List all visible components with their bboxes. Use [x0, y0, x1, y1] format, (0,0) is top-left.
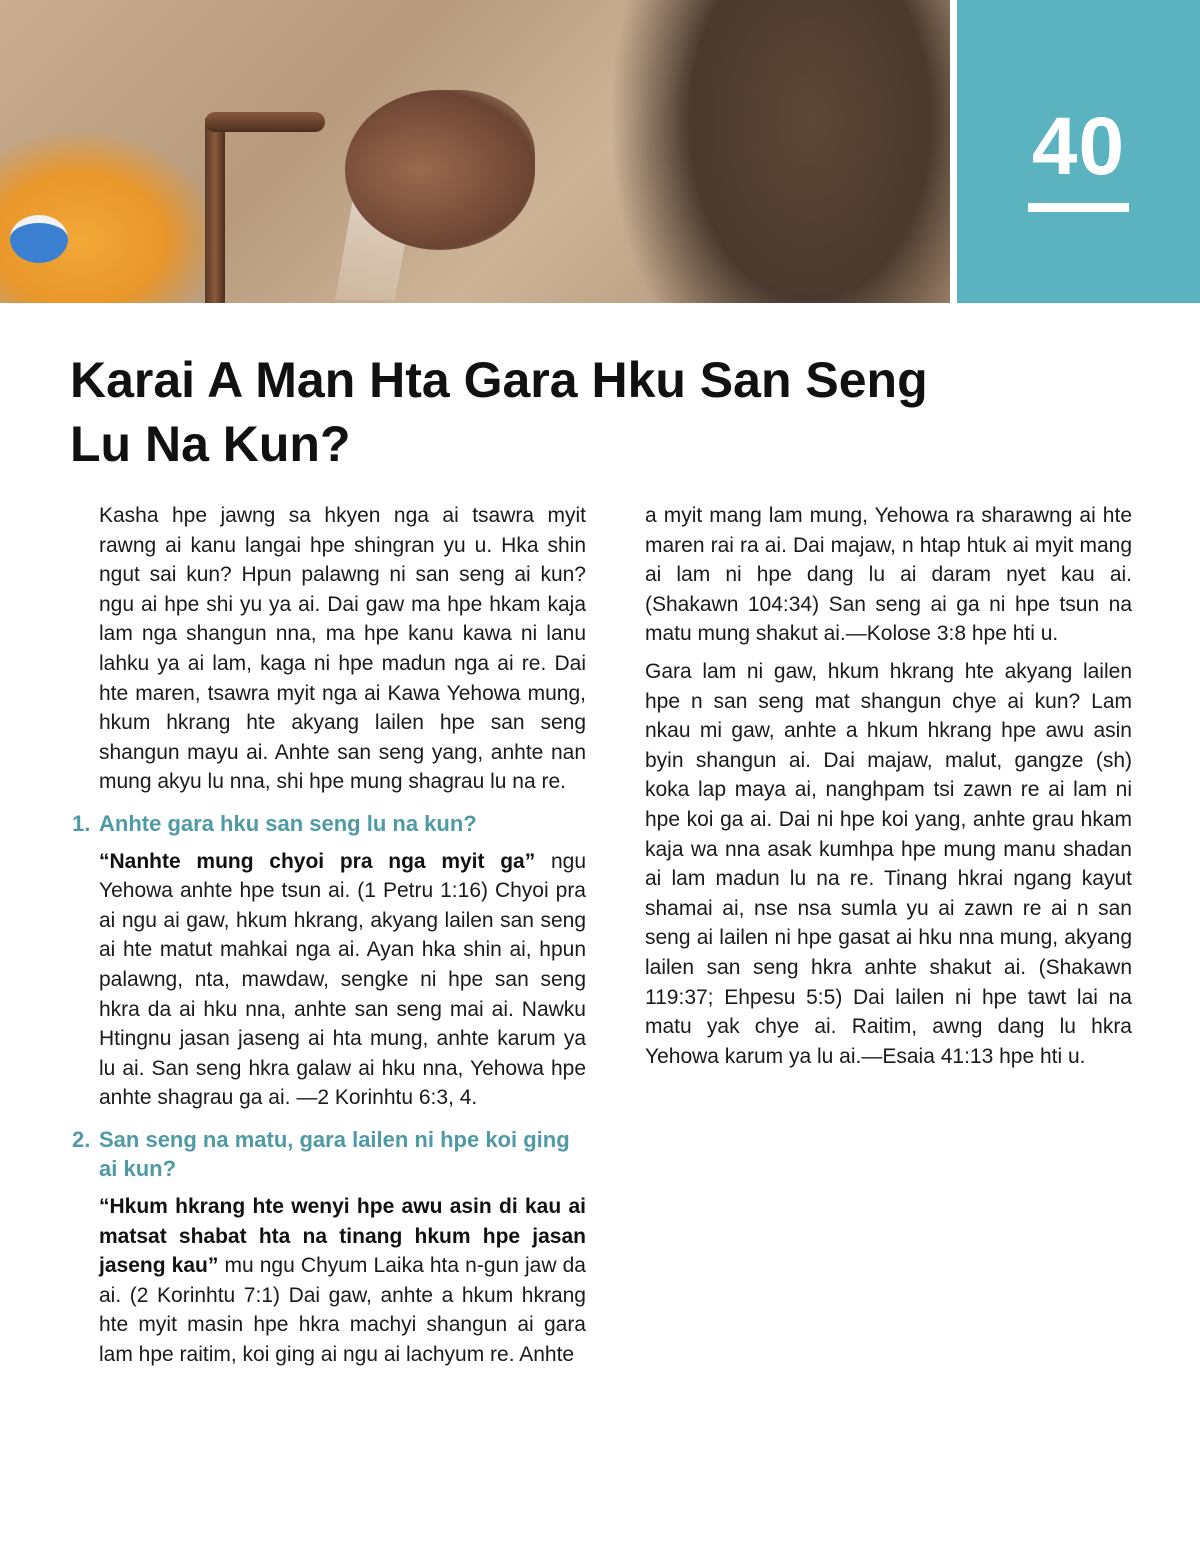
lesson-number-badge — [957, 0, 1200, 303]
question-number: 1. — [72, 810, 91, 836]
question-1-heading — [72, 809, 586, 839]
lesson-number-underline — [1028, 203, 1129, 212]
section-1-body: ngu Yehowa anhte hpe tsun ai. (1 Petru 1:16) Chyoi pra ai ngu ai gaw, hkum hkrang, akyang lailen san seng ai hte matut mahkai nga ai. Ayan hka shin ai, hpun palawng, nta, mawdaw, sengke ni hpe san seng hkra da ai hku nna, anhte san seng mai ai. Nawku Htingnu jasan jaseng ai hta mung, anhte karum ya lu ai. San seng hkra galaw ai hku nna, Yehowa hpe anhte shagrau ga ai. —2 Korinhtu 6:3, 4. — [99, 849, 586, 1110]
scripture-quote: “Nanhte mung chyoi pra nga myit ga” — [99, 849, 536, 873]
water-pipe — [205, 118, 225, 303]
intro-paragraph: Kasha hpe jawng sa hkyen nga ai tsawra myit rawng ai kanu langai hpe shingran yu u. Hka shin ngut sai kun? Hpun palawng ni san seng ai kun? ngu ai hpe shi yu ya ai. Dai gaw ma hpe hkam kaja lam nga shangun nna, ma hpe kanu kawa ni lanu lahku ya ai lam, kaga ni hpe madun nga ai re. Dai hte maren, tsawra myit nga ai Kawa Yehowa mung, hkum hkrang hte akyang lailen hpe san seng shangun mayu ai. Anhte san seng yang, anhte nan mung akyu lu nna, shi hpe mung shagrau lu na re. — [99, 504, 586, 794]
section-2-continuation: a myit mang lam mung, Yehowa ra sharawng ai hte maren rai ra ai. Dai majaw, n htap htuk ai myit mang ai lam ni hpe dang lu ai daram nyet kau ai. (Shakawn 104:34) San seng ai ga ni hpe tsun na matu mung shakut ai.—Kolose 3:8 hpe hti u. — [645, 504, 1132, 646]
section-1-paragraph — [99, 847, 586, 1113]
lesson-number: 40 — [1031, 101, 1126, 192]
header-photo-handwashing — [0, 0, 950, 303]
section-2-paragraph-2: Gara lam ni gaw, hkum hkrang hte akyang lailen hpe n san seng mat shangun chye ai kun? Lam nkau mi gaw, anhte a hkum hkrang hpe awu asin byin shangun ai. Dai majaw, malut, gangze (sh) koka lap maya ai, nanghpam tsi zawn re ai lam ni hpe koi ga ai. Dai ni hpe koi yang, anhte grau hkam kaja wa nna asak kumhpa hpe mung manu shadan ai lam madun lu na re. Tinang hkrai ngang kayut shamai ai, nse nsa sumla yu ai zawn re ai n san seng ai lailen ni hpe gasat ai hku nna mung, akyang lailen san seng hkra anhte shakut ai. (Shakawn 119:37; Ehpesu 5:5) Dai lailen ni hpe tawt lai na matu yak chye ai. Raitim, awng dang lu hkra Yehowa karum ya lu ai.—Esaia 41:13 hpe hti u. — [645, 659, 1132, 1068]
right-column — [645, 501, 1132, 1079]
washing-hands — [345, 90, 535, 250]
question-text: Anhte gara hku san seng lu na kun? — [99, 810, 477, 836]
section-2-paragraph — [99, 1192, 586, 1370]
question-text: San seng na matu, gara lailen ni hpe koi ging ai kun? — [99, 1126, 570, 1182]
water-tap — [205, 112, 325, 132]
left-column — [72, 501, 586, 1378]
question-2-heading — [72, 1125, 586, 1184]
scripture-quote: “Hkum hkrang hte wenyi hpe awu asin di kau ai matsat shabat hta na tinang hkum hpe jasan jaseng kau” — [99, 1195, 586, 1278]
jerrycan-cap — [10, 215, 68, 263]
section-2-body: mu ngu Chyum Laika hta n-gun jaw da ai. (2 Korinhtu 7:1) Dai gaw, anhte a hkum hkrang hte myit masin hpe hkra machyi shangun ai gara lam hpe raitim, koi ging ai ngu ai lachyum re. Anhte — [99, 1254, 586, 1367]
page-title: Karai A Man Hta Gara Hku San Seng Lu Na Kun? — [70, 352, 928, 472]
question-number: 2. — [72, 1126, 91, 1152]
